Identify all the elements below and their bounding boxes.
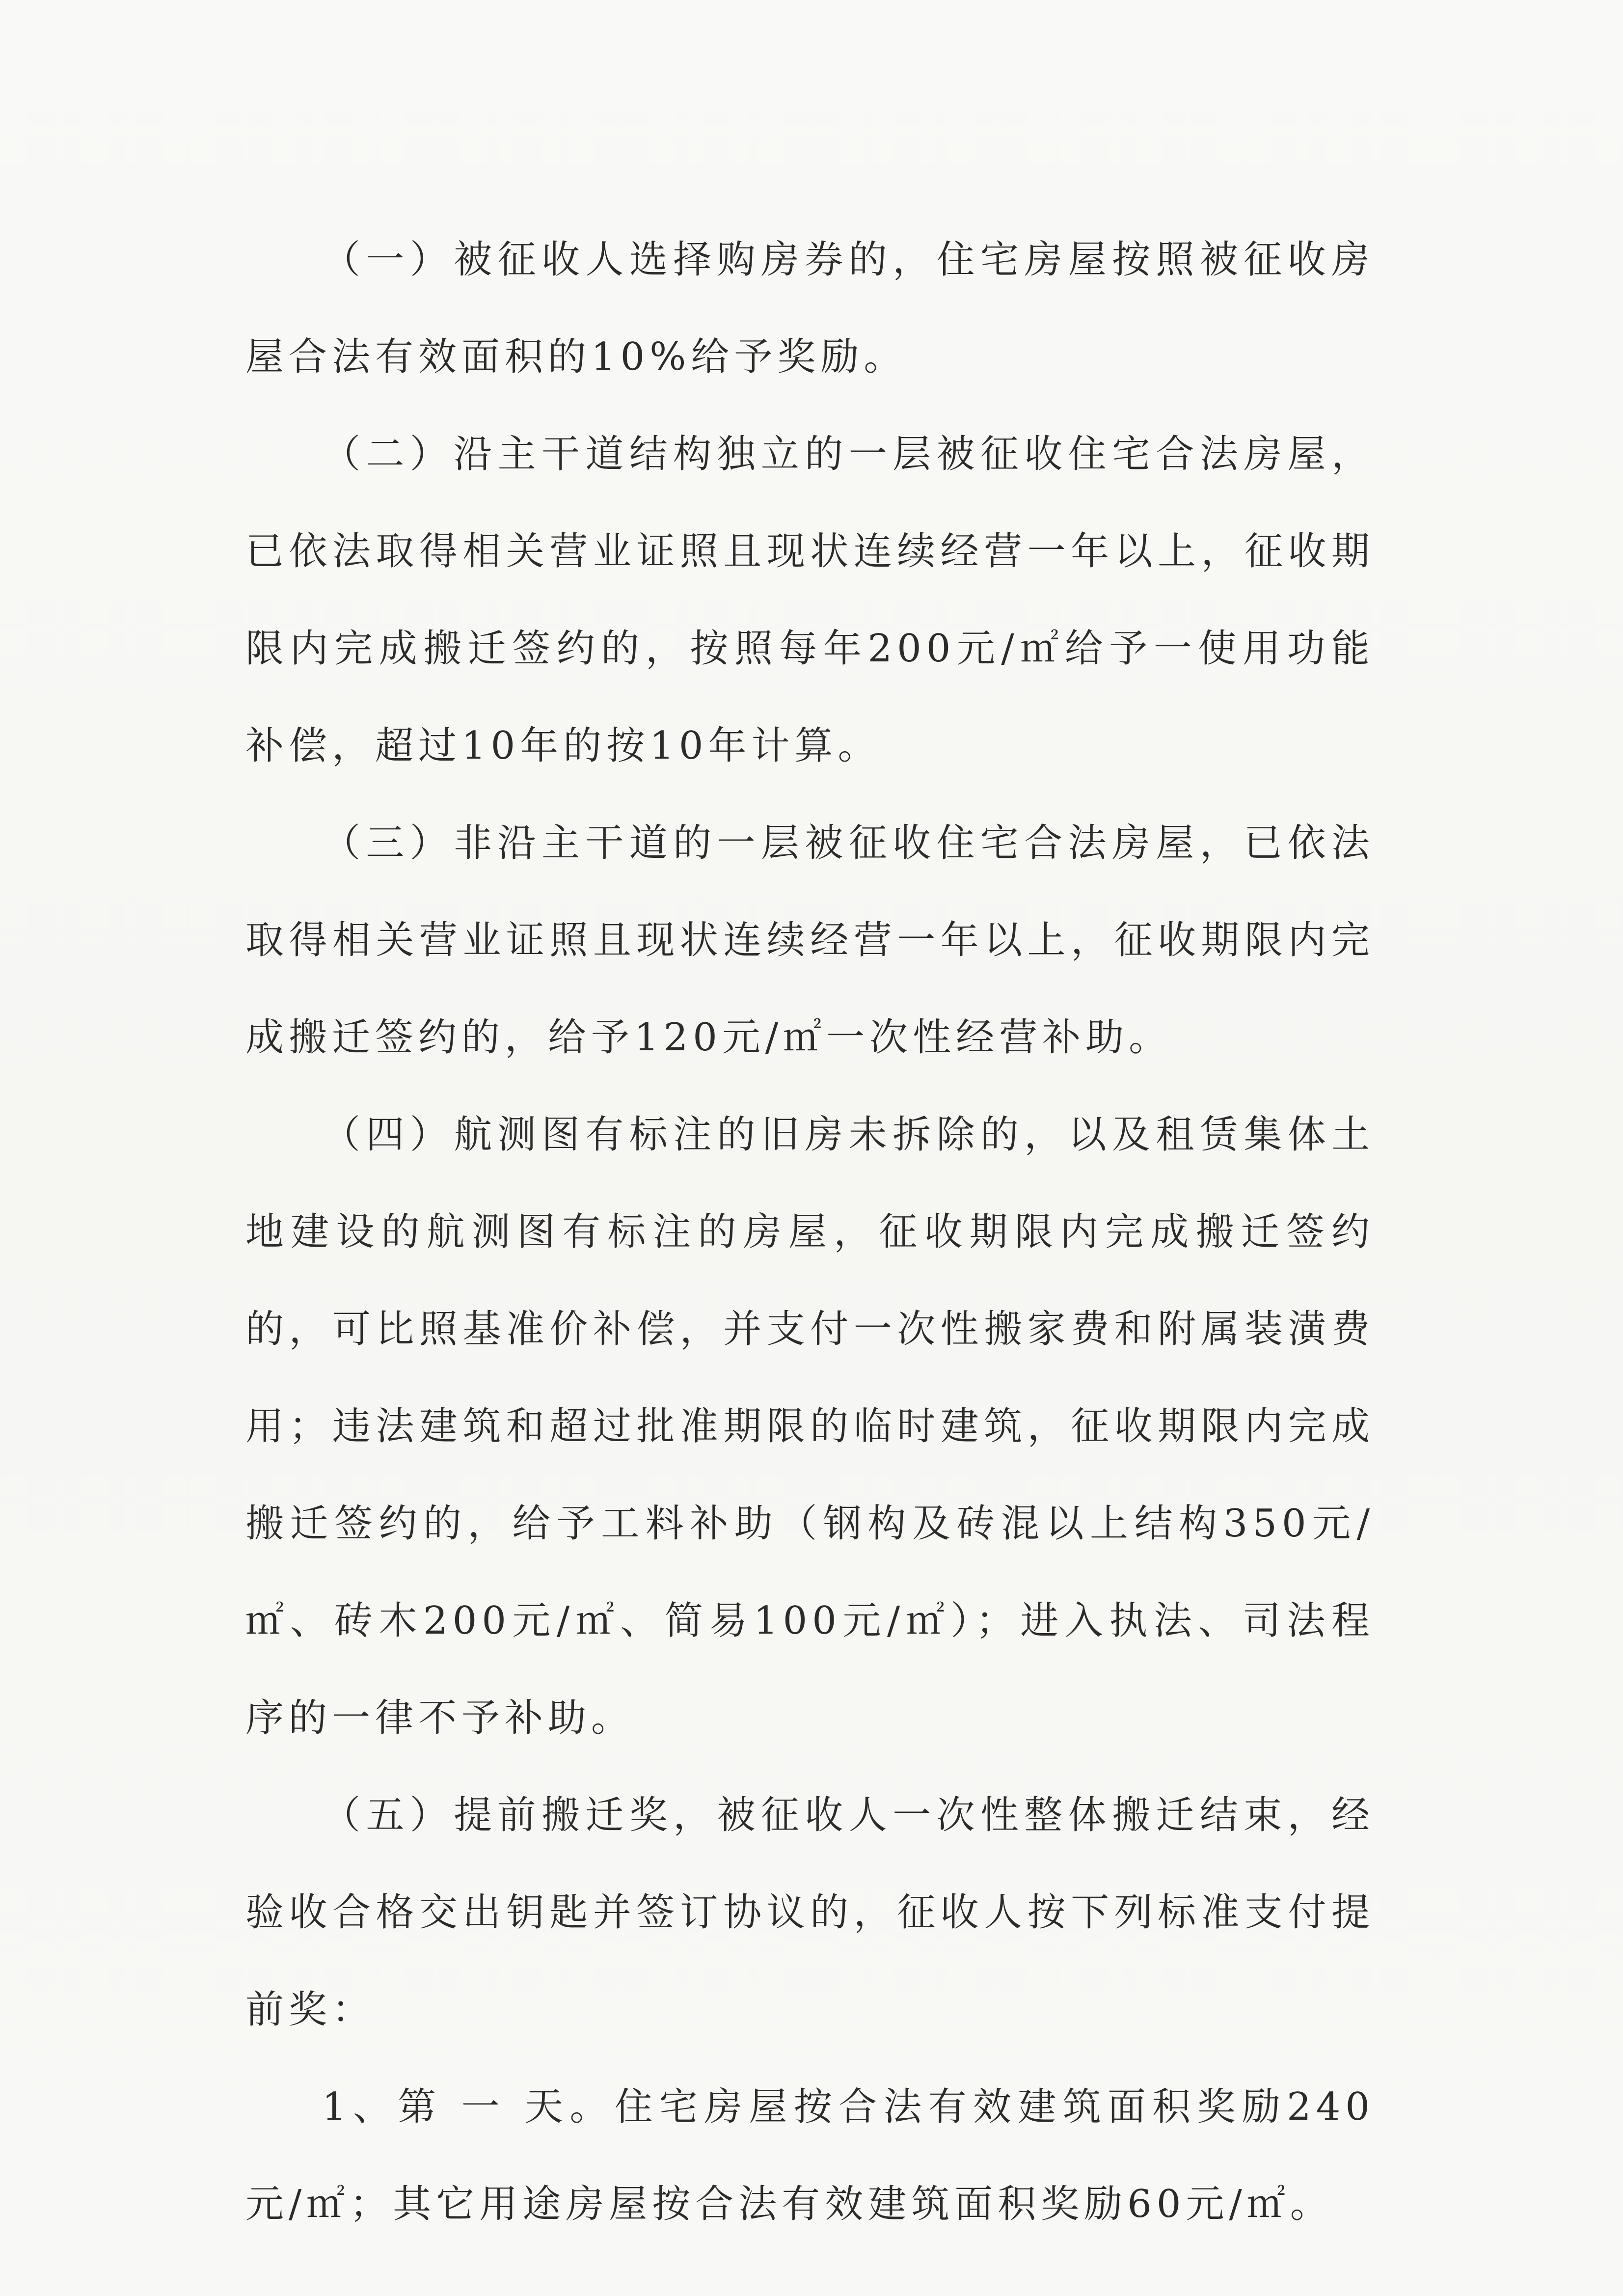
- paragraph-1-purchase-voucher-reward: （一）被征收人选择购房券的，住宅房屋按照被征收房屋合法有效面积的10%给予奖励。: [245, 238, 1375, 379]
- paragraph-4-unregistered-buildings: （四）航测图有标注的旧房未拆除的，以及租赁集体土地建设的航测图有标注的房屋，征收期限内完成搬迁签约的，可比照基准价补偿，并支付一次性搬家费和附属装潢费用；违法建筑和超过批准期限的临时建筑，征收期限内完成搬迁签约的，给予工料补助（钢构及砖混以上结构350元/㎡、砖木200元/㎡、简易100元/㎡）；进入执法、司法程序的一律不予补助。: [245, 1113, 1375, 1740]
- paragraph-2-main-road-compensation: （二）沿主干道结构独立的一层被征收住宅合法房屋，已依法取得相关营业证照且现状连续经营一年以上，征收期限内完成搬迁签约的，按照每年200元/㎡给予一使用功能补偿，超过10年的按10年计算。: [245, 432, 1375, 768]
- paragraph-3-non-main-road-subsidy: （三）非沿主干道的一层被征收住宅合法房屋，已依法取得相关营业证照且现状连续经营一年以上，征收期限内完成搬迁签约的，给予120元/㎡一次性经营补助。: [245, 821, 1375, 1060]
- document-body: [245, 211, 1375, 2253]
- paragraph-6-first-day-reward: 1、第 一 天。住宅房屋按合法有效建筑面积奖励240元/㎡；其它用途房屋按合法有效建筑面积奖励60元/㎡。: [245, 2085, 1375, 2226]
- paragraph-5-early-relocation-reward: （五）提前搬迁奖，被征收人一次性整体搬迁结束，经验收合格交出钥匙并签订协议的，征收人按下列标准支付提前奖：: [245, 1793, 1375, 2032]
